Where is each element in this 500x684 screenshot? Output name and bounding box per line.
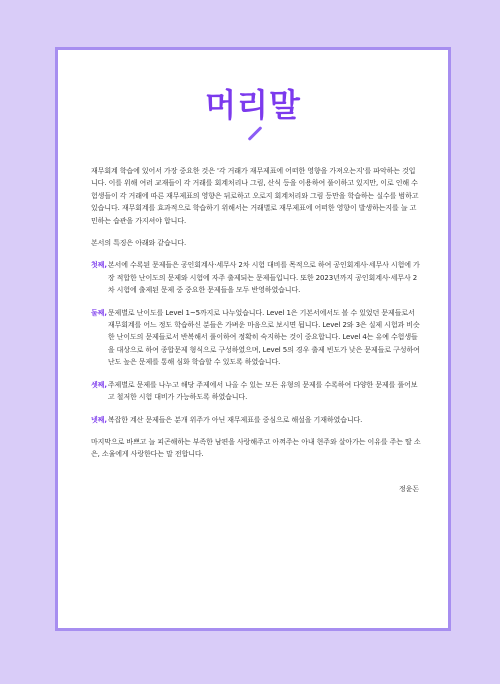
author-signature: 정윤돈 xyxy=(399,484,419,493)
intro-paragraph: 재무회계 학습에 있어서 가장 중요한 것은 '각 거래가 재무제표에 어떠한 영향을 가져오는지'를 파악하는 것입니다. 이를 위해 여러 교재들이 각 거래를 회계처리나 그림, 산식 등을 이용하여 풀이하고 있지만, 이로 인해 수험생들이 각 거래에 따른 재무제표의 영향은 뒤로하고 오로지 회계처리와 그림 등만을 학습하는 실수를 범하고 있습니다. 재무회계를 효과적으로 학습하기 위해서는 거래별로 재무제표에 어떠한 영향이 발생하는지를 늘 고민하는 습관을 가지셔야 합니다. xyxy=(91,167,419,225)
feature-text: 본서에 수록된 문제들은 공인회계사·세무사 2차 시험 대비를 목적으로 하여 공인회계사·세무사 시험에 가장 적합한 난이도의 문제와 시험에 자주 출제되는 문제들입니다. 또한 2023년까지 공인회계사·세무사 2차 시험에 출제된 문제 중 중요한 문제들을 모두 반영하였습니다. xyxy=(107,261,420,295)
page-title: 머리말 xyxy=(205,86,301,124)
feature-item-4 xyxy=(91,414,421,426)
feature-text: 문제별로 난이도를 Level 1~5까지로 나누었습니다. Level 1은 기본서에서도 볼 수 있었던 문제들로서 재무회계를 어느 정도 학습하신 분들은 가벼운 마음으로 보시면 됩니다. Level 2와 3은 실제 시험과 비슷한 난이도의 문제들로서 반복해서 풀이하여 정확히 숙지하는 것이 중요합니다. Level 4는 유예 수험생들을 대상으로 하여 종합문제 형식으로 구성하였으며, Level 5의 경우 출제 빈도가 낮은 문제들로 구성하여 난도 높은 문제를 통해 심화 학습할 수 있도록 하였습니다. xyxy=(107,308,420,367)
title-divider-slash xyxy=(248,126,263,141)
closing-paragraph: 마지막으로 바쁘고 늘 피곤해하는 부족한 남편을 사랑해주고 아껴주는 아내 현주와 살아가는 이유를 주는 딸 소은, 소율에게 사랑한다는 말 전합니다. xyxy=(91,437,421,459)
preface-body xyxy=(91,165,421,495)
feature-item-2 xyxy=(91,307,421,369)
feature-text: 주제별로 문제를 나누고 해당 주제에서 나올 수 있는 모든 유형의 문제를 수록하여 다양한 문제를 풀어보고 철저한 시험 대비가 가능하도록 하였습니다. xyxy=(107,380,418,402)
feature-text: 복잡한 계산 문제들은 분개 위주가 아닌 재무제표를 중심으로 해설을 기재하였습니다. xyxy=(107,415,363,424)
feature-label: 첫째, xyxy=(91,261,107,270)
preface-page xyxy=(55,47,451,631)
feature-item-3 xyxy=(91,379,421,404)
features-intro: 본서의 특징은 아래와 같습니다. xyxy=(91,239,187,248)
feature-item-1 xyxy=(91,259,421,296)
feature-label: 셋째, xyxy=(91,380,107,389)
feature-label: 넷째, xyxy=(91,415,107,424)
feature-label: 둘째, xyxy=(91,308,107,317)
